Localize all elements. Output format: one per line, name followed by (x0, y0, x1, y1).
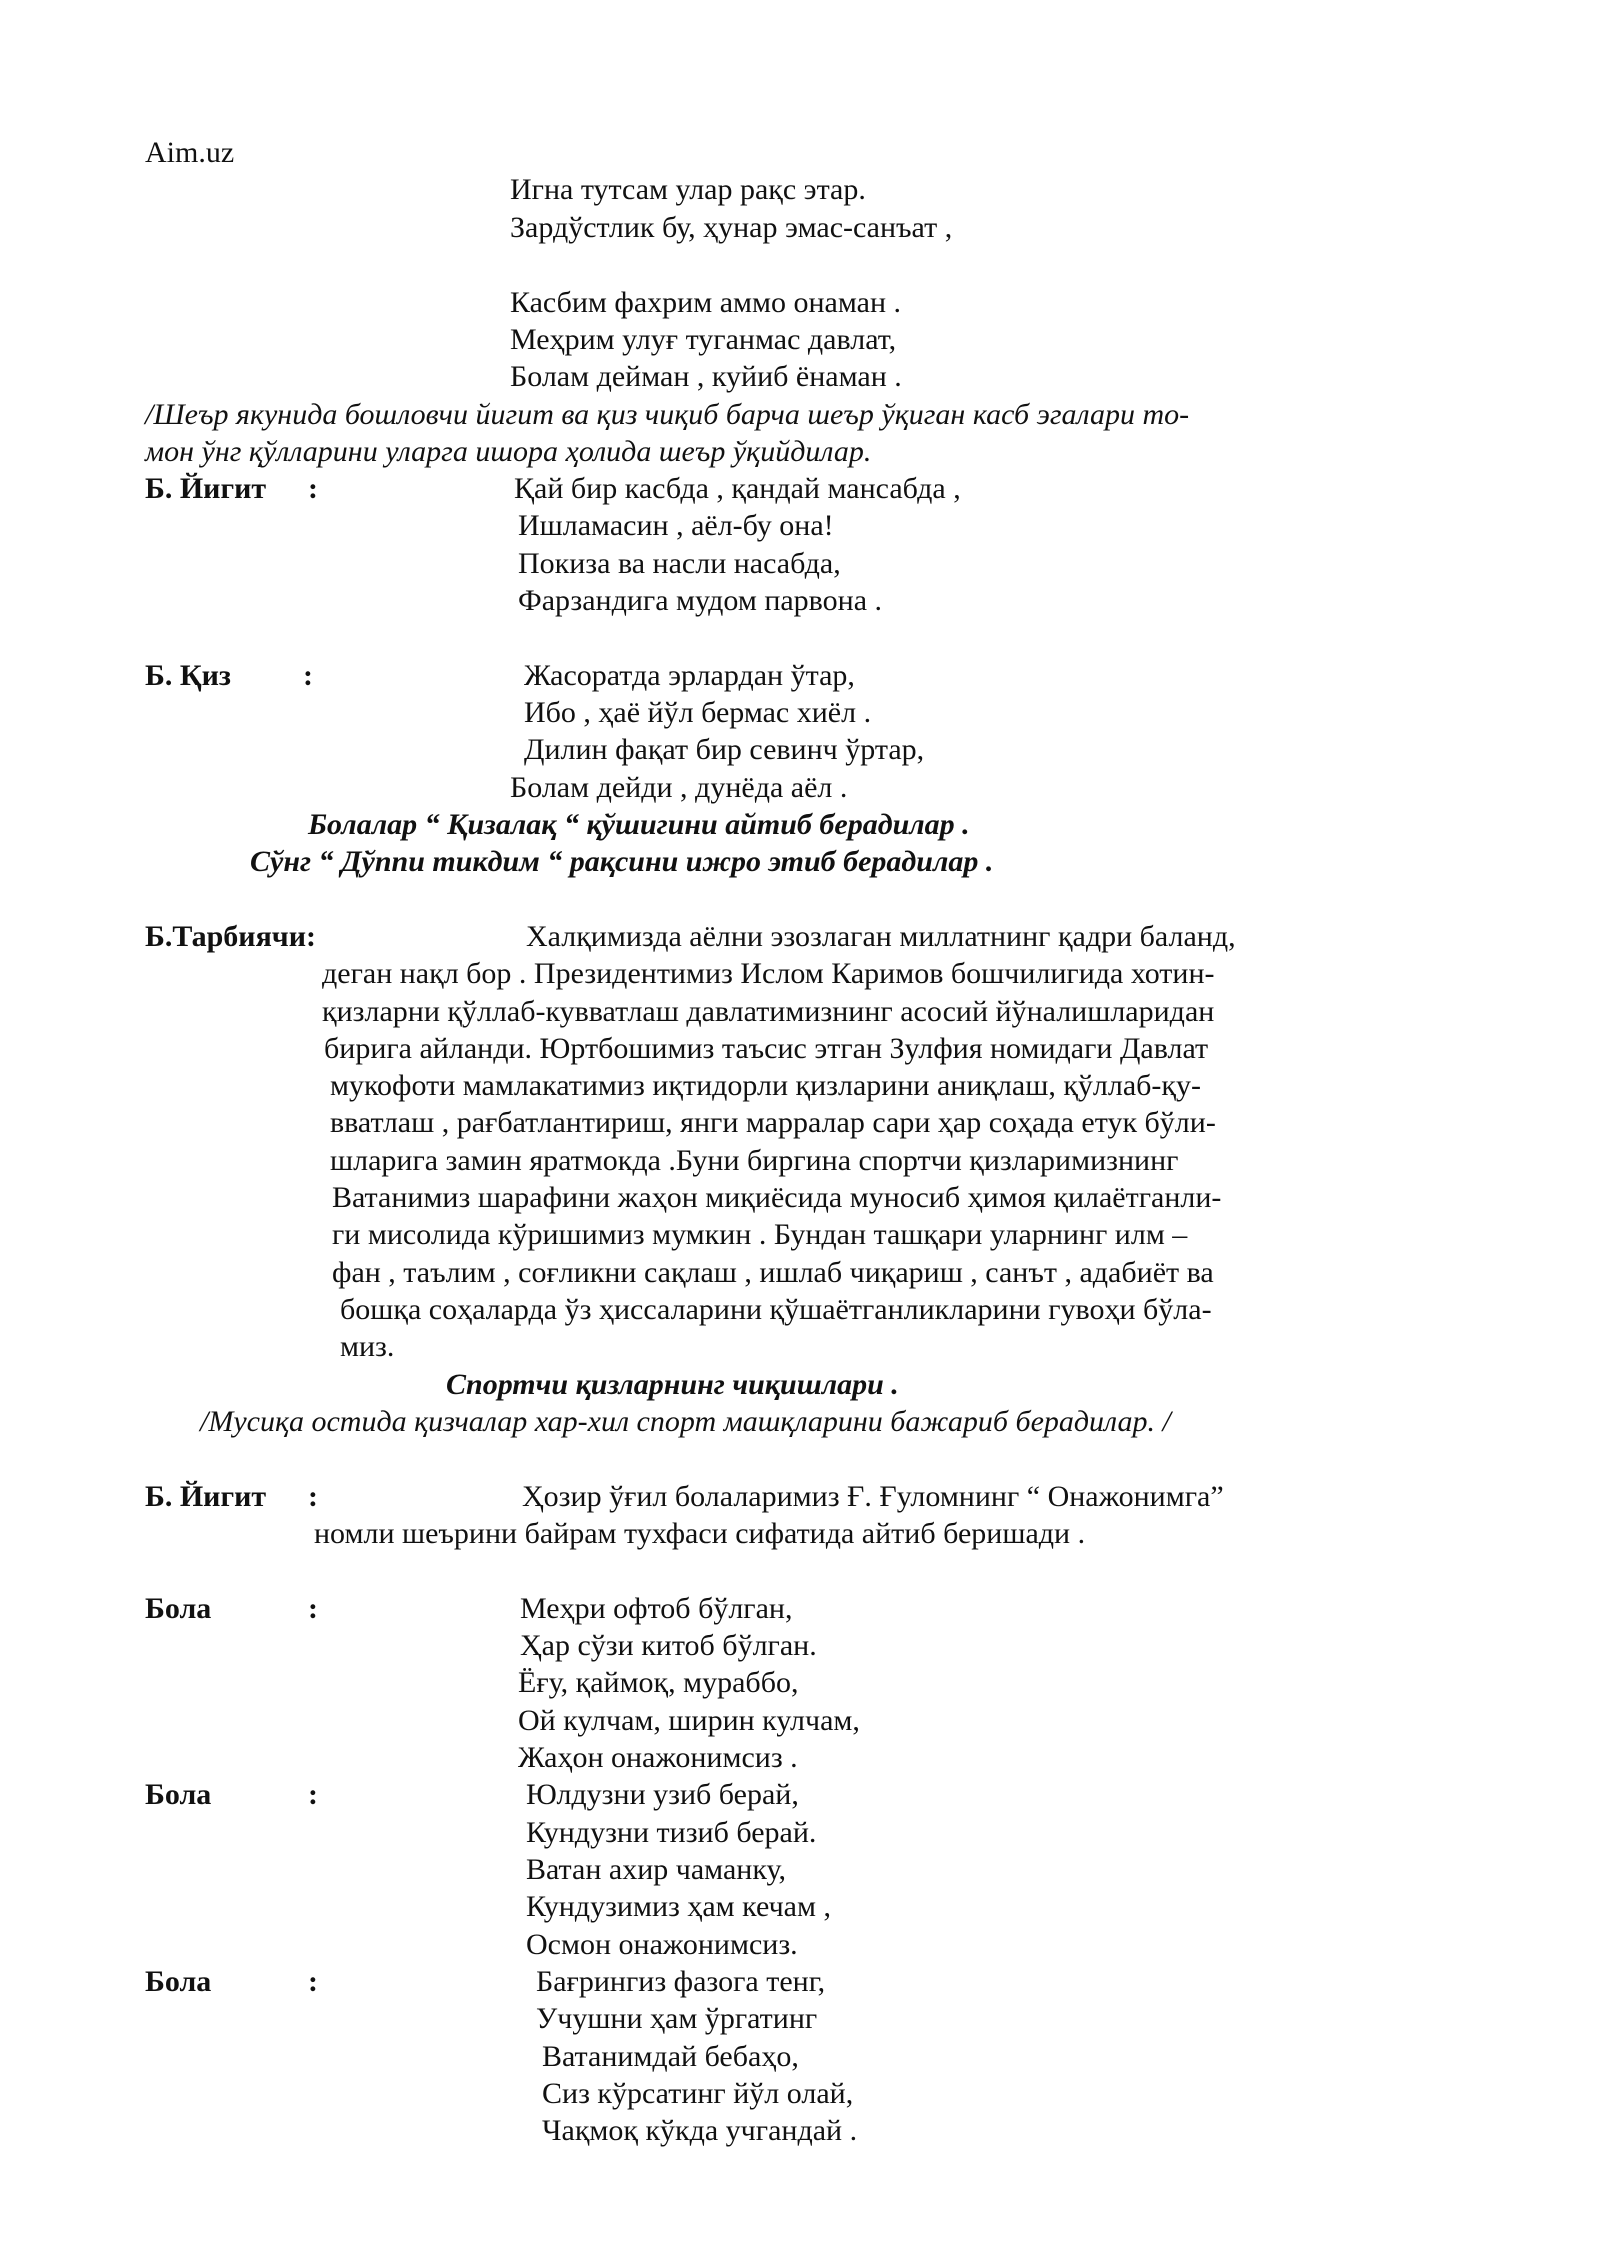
verse-line: Бағрингиз фазога тенг, (536, 1965, 826, 1998)
verse-line: Қай бир касбда , қандай мансабда , (514, 472, 961, 505)
paragraph-line: ги мисолида кўришимиз мумкин . Бундан ташқари уларнинг илм – (332, 1218, 1188, 1251)
verse-line: Жасоратда эрлардан ўтар, (524, 659, 855, 692)
verse-line: Ишламасин , аёл-бу она! (518, 509, 834, 542)
section-heading: Спортчи қизларнинг чиқишлари . (446, 1368, 899, 1401)
paragraph-line: номли шеърини байрам тухфаси сифатида айтиб беришади . (314, 1517, 1086, 1550)
speaker-colon: : (308, 1480, 318, 1513)
paragraph-line: шларига замин яратмокда .Буни биргина спортчи қизларимизнинг (330, 1144, 1179, 1177)
paragraph-line: миз. (340, 1330, 395, 1363)
verse-line: Дилин фақат бир севинч ўртар, (524, 733, 925, 766)
stage-direction-line: /Шеър якунида бошловчи йигит ва қиз чиқиб барча шеър ўқиган касб эгалари то- (145, 398, 1190, 431)
verse-line: Жаҳон онажонимсиз . (518, 1741, 798, 1774)
verse-line: Игна тутсам улар рақс этар. (510, 173, 866, 206)
paragraph-line: қизларни қўллаб-кувватлаш давлатимизнинг асосий йўналишларидан (322, 995, 1215, 1028)
paragraph-line: Ватанимиз шарафини жаҳон миқиёсида муносиб ҳимоя қилаётганли- (332, 1181, 1222, 1214)
paragraph-line: Халқимизда аёлни эзозлаган миллатнинг қадри баланд, (526, 920, 1236, 953)
speaker-label: Бола (145, 1778, 212, 1811)
verse-line: Ибо , ҳаё йўл бермас хиёл . (524, 696, 872, 729)
verse-line: Осмон онажонимсиз. (526, 1928, 798, 1961)
paragraph-line: Ҳозир ўғил болаларимиз Ғ. Ғуломнинг “ Онажонимга” (522, 1480, 1224, 1513)
speaker-label: Б. Йигит (145, 472, 267, 505)
verse-line: Сиз кўрсатинг йўл олай, (542, 2077, 854, 2110)
speaker-label: Бола (145, 1592, 212, 1625)
verse-line: Ватанимдай бебаҳо, (542, 2040, 799, 2073)
paragraph-line: бошқа соҳаларда ўз ҳиссаларини қўшаётганликларини гувоҳи бўла- (340, 1293, 1212, 1326)
speaker-colon: : (308, 472, 318, 505)
verse-line: Кундузни тизиб берай. (526, 1816, 817, 1849)
verse-line: Юлдузни узиб берай, (526, 1778, 799, 1811)
paragraph-line: фан , таълим , соғликни сақлаш , ишлаб чиқариш , санът , адабиёт ва (332, 1256, 1214, 1289)
verse-line: Меҳри офтоб бўлган, (520, 1592, 793, 1625)
verse-line: Кундузимиз ҳам кечам , (526, 1890, 831, 1923)
speaker-colon: : (303, 659, 313, 692)
verse-line: Болам дейман , куйиб ёнаман . (510, 360, 902, 393)
speaker-colon: : (308, 1778, 318, 1811)
verse-line: Покиза ва насли насабда, (518, 547, 841, 580)
verse-line: Касбим фахрим аммо онаман . (510, 286, 902, 319)
verse-line: Фарзандига мудом парвона . (518, 584, 883, 617)
site-header: Aim.uz (145, 136, 235, 169)
paragraph-line: бирига айланди. Юртбошимиз таъсис этган Зулфия номидаги Давлат (324, 1032, 1209, 1065)
paragraph-line: мукофоти мамлакатимиз иқтидорли қизларини аниқлаш, қўллаб-қу- (330, 1069, 1201, 1102)
speaker-label: Б. Йигит (145, 1480, 267, 1513)
speaker-label: Б. Қиз (145, 659, 231, 692)
verse-line: Учушни ҳам ўргатинг (536, 2002, 818, 2035)
verse-line: Чақмоқ кўкда учгандай . (542, 2114, 858, 2147)
speaker-label: Б.Тарбиячи: (145, 920, 316, 953)
verse-line: Ёғу, қаймоқ, мураббо, (518, 1666, 799, 1699)
song-note: Сўнг “ Дўппи тикдим “ рақсини ижро этиб берадилар . (250, 845, 994, 878)
speaker-colon: : (308, 1965, 318, 1998)
verse-line: Ватан ахир чаманку, (526, 1853, 786, 1886)
verse-line: Болам дейди , дунёда аёл . (510, 771, 848, 804)
verse-line: Ҳар сўзи китоб бўлган. (520, 1629, 817, 1662)
paragraph-line: вватлаш , рағбатлантириш, янги марралар сари ҳар соҳада етук бўли- (330, 1106, 1216, 1139)
stage-direction-line: /Мусиқа остида қизчалар хар-хил спорт машқларини бажариб берадилар. / (200, 1405, 1171, 1438)
paragraph-line: деган нақл бор . Президентимиз Ислом Каримов бошчилигида хотин- (322, 957, 1215, 990)
speaker-label: Бола (145, 1965, 212, 1998)
speaker-colon: : (308, 1592, 318, 1625)
stage-direction-line: мон ўнг қўлларини уларга ишора ҳолида шеър ўқийдилар. (145, 435, 872, 468)
song-note: Болалар “ Қизалақ “ қўшигини айтиб берадилар . (308, 808, 970, 841)
verse-line: Меҳрим улуғ туганмас давлат, (510, 323, 897, 356)
verse-line: Ой кулчам, ширин кулчам, (518, 1704, 860, 1737)
verse-line: Зардўстлик бу, ҳунар эмас-санъат , (510, 211, 953, 244)
